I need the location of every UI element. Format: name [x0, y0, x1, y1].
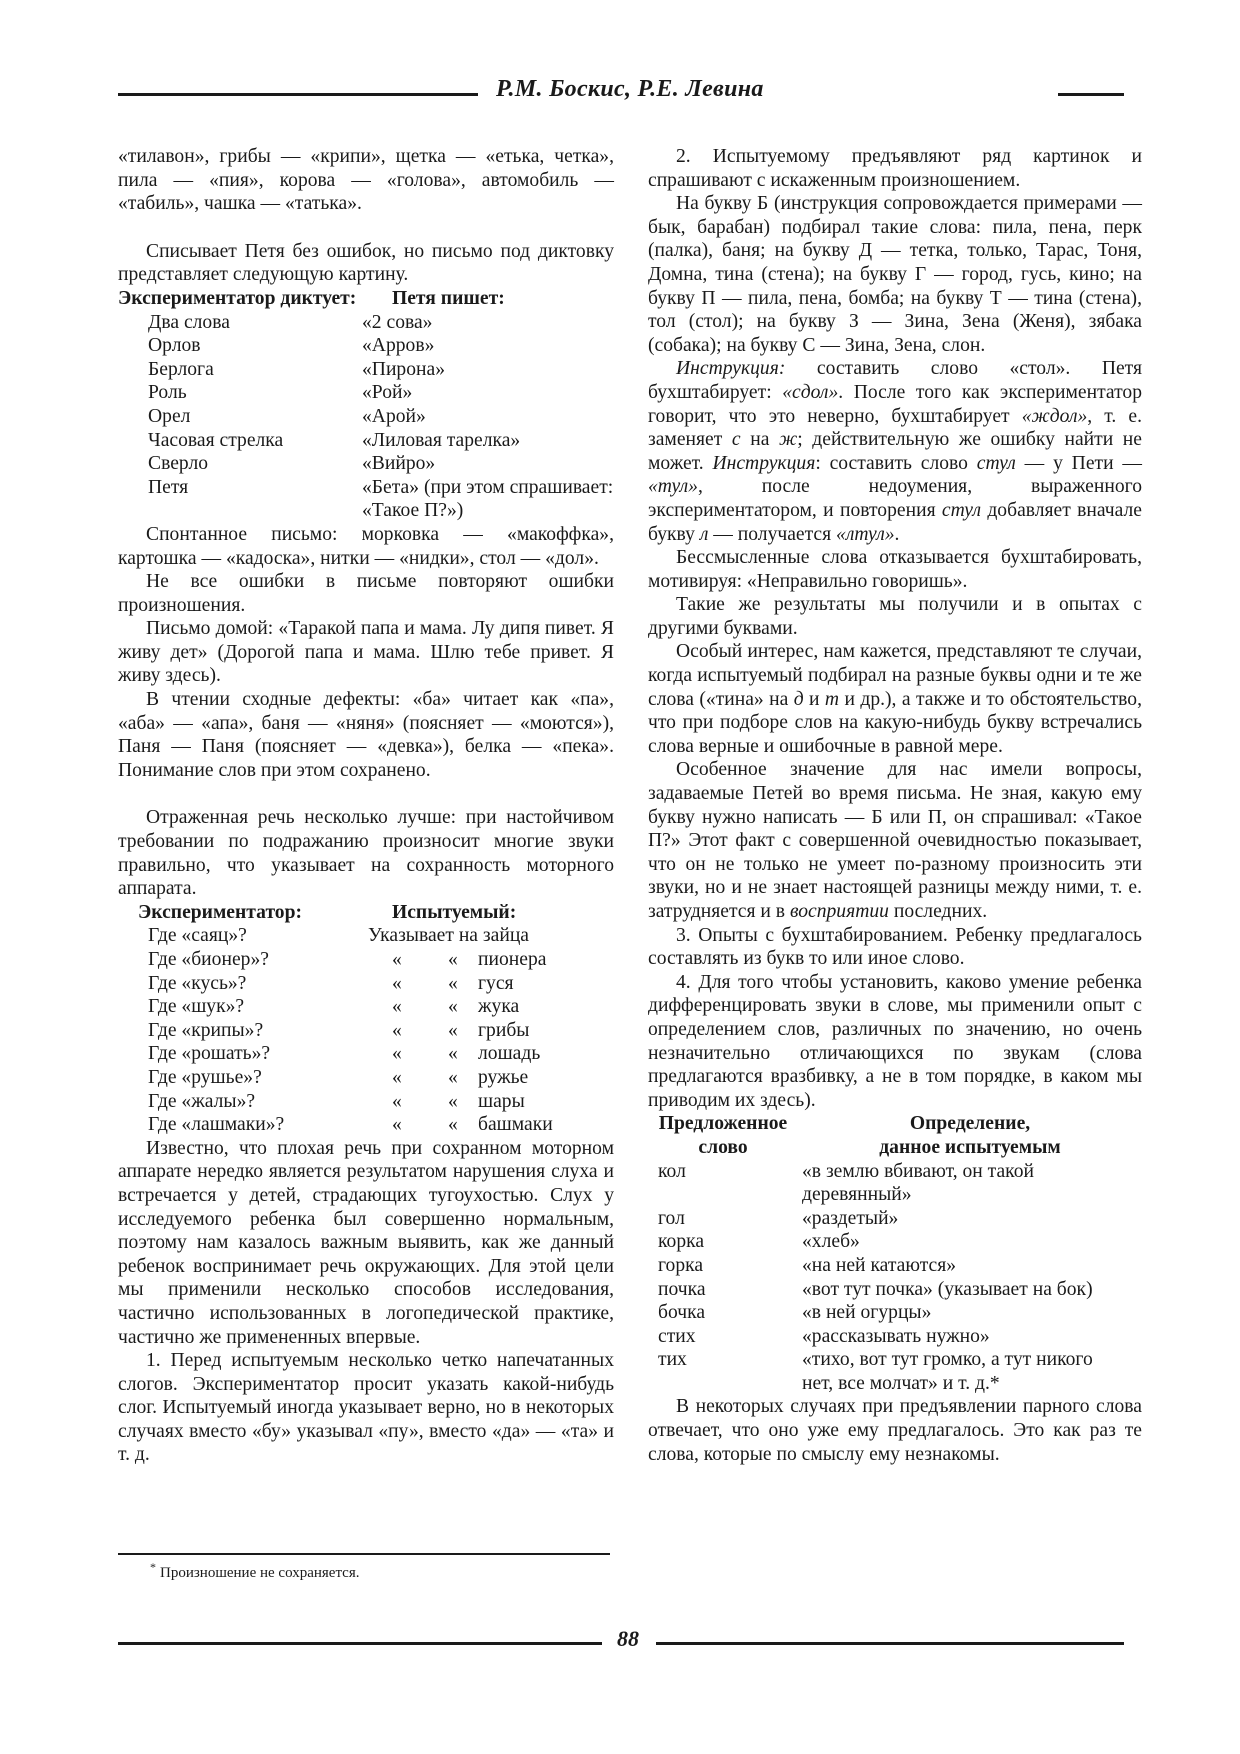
table-row: Где «кусь»? « « гуся	[148, 972, 514, 994]
table-row: горка «на ней катаются»	[658, 1254, 957, 1276]
table-row: Где «жалы»? « « шары	[148, 1090, 525, 1112]
page-number: 88	[617, 1626, 639, 1651]
ditto-mark: «	[392, 1043, 402, 1065]
paragraph: Такие же результаты мы получили и в опытах с другими буквами.	[648, 594, 1142, 639]
table-row: Роль «Рой»	[148, 382, 413, 404]
footnote-text: Произношение не сохраняется.	[160, 1565, 360, 1581]
dictation-table	[118, 311, 614, 523]
footnote-rule	[118, 1553, 610, 1555]
header-rule-left	[118, 93, 478, 96]
table-row: Орел «Арой»	[148, 405, 426, 427]
ditto-mark: «	[448, 1090, 458, 1112]
paragraph: Не все ошибки в письме повторяют ошибки произношения.	[118, 571, 614, 616]
paragraph: Списывает Петя без ошибок, но письмо под диктовку представляет следующую картину.	[118, 240, 614, 286]
ditto-mark: «	[392, 972, 402, 994]
paragraph: Отраженная речь несколько лучше: при настойчивом требовании по подражанию произносит многие звуки правильно, что указывает на сохранность моторного аппарата.	[118, 807, 614, 900]
paragraph: 3. Опыты с бухштабированием. Ребенку предлагалось составлять из букв то или иное слово.	[648, 924, 1142, 970]
echo-table	[118, 924, 614, 1136]
table-row: стих «рассказывать нужно»	[658, 1325, 990, 1347]
table-row: бочка «в ней огурцы»	[658, 1302, 932, 1324]
footnote-mark: *	[150, 1560, 156, 1574]
ditto-mark: «	[392, 1090, 402, 1112]
definition-table-header: Предложенное слово Определение, данное испытуемым	[658, 1113, 1061, 1158]
table-row: Где «саяц»? Указывает на зайца	[148, 925, 530, 947]
header-rule-right	[1058, 93, 1124, 96]
table-row: Где «крипы»? « « грибы	[148, 1019, 530, 1041]
footnote	[150, 1560, 360, 1582]
paragraph: Особый интерес, нам кажется, представляют те случаи, когда испытуемый подбирал на разные буквы одни и те же слова («тина» на д и т и др.), а также и то обстоятельство, что при подборе слов на какую-нибудь букву встречались слова верные и ошибочные в равной мере.	[648, 641, 1142, 757]
table-row: Где «бионер»? « « пионера	[148, 949, 547, 970]
paragraph: Спонтанное письмо: морковка — «макоффка», картошка — «кадоска», нитки — «нидки», стол — «дол».	[118, 523, 614, 569]
definition-table	[648, 1160, 1142, 1396]
footer-rule-left	[118, 1642, 602, 1645]
ditto-mark: «	[448, 1019, 458, 1041]
footer-rule-right	[656, 1642, 1124, 1645]
ditto-mark: «	[392, 1114, 402, 1136]
ditto-mark: «	[392, 1066, 402, 1088]
table-row: Где «лашмаки»? « « башмаки	[148, 1114, 553, 1136]
paragraph: В чтении сходные дефекты: «ба» читает как «па», «аба» — «апа», баня — «няня» (поясняет — «моются»), Паня — Паня (поясняет — «девка»), белка — «пека». Понимание слов при этом сохранено.	[118, 689, 614, 781]
table-row: Где «шук»? « « жука	[148, 996, 520, 1018]
left-column	[118, 145, 614, 1467]
right-column	[648, 145, 1142, 1466]
paragraph-instruction: Инструкция: составить слово «стол». Петя бухштабирует: «сдол». После того как экспериментатор говорит, что это неверно, бухштабирует «ждол», т. е. заменяет с на ж; действительную же ошибку найти не может. Инструкция: составить слово стул — у Пети — «тул», после недоумения, выраженного экспериментатором, и повторения стул добавляет вначале букву л — получается «лтул».	[648, 358, 1142, 545]
table-row: Часовая стрелка «Лиловая тарелка»	[148, 429, 521, 451]
paragraph: Известно, что плохая речь при сохранном моторном аппарате нередко является результатом нарушения слуха и встречается у детей, страдающих тугоухостью. Слух у исследуемого ребенка был совершенно нормальным, поэтому нам казалось важным выявить, как же данный ребенок воспринимает речь окружающих. Для этой цели мы применили несколько способов исследования, частично использованных в логопедической практике, частично же примененных впервые.	[118, 1137, 614, 1348]
running-header-authors: Р.М. Боскис, Р.Е. Левина	[496, 76, 764, 102]
ditto-mark: «	[392, 996, 402, 1018]
paragraph: На букву Б (инструкция сопровождается примерами — бык, барабан) подбирал такие слова: пила, пена, перк (палка), баня; на букву Д — тетка, только, Тарас, Тоня, Домна, тина (стена); на букву Г — город, гусь, кино; на букву П — пила, пена, бомба; на букву Т — тина (стена), тол (стол); на букву З — Зина, Зена (Женя), зябака (собака); на букву С — Зина, Зена, слон.	[648, 193, 1142, 356]
ditto-mark: «	[448, 1066, 458, 1088]
paragraph: 1. Перед испытуемым несколько четко напечатанных слогов. Экспериментатор просит указать какой-нибудь слог. Испытуемый иногда указывает верно, но в некоторых случаях вместо «бу» указывал «пу», вместо «да» — «та» и т. д.	[118, 1350, 614, 1466]
ditto-mark: «	[448, 1114, 458, 1136]
table-row: гол «раздетый»	[658, 1207, 899, 1229]
table-row: Где «рошать»? « « лошадь	[148, 1043, 541, 1065]
paragraph: Письмо домой: «Таракой папа и мама. Лу дипя пивет. Я живу дет» (Дорогой папа и мама. Шлю тебе привет. Я живу здесь).	[118, 618, 614, 687]
echo-table-header: Экспериментатор: Испытуемый:	[138, 901, 517, 923]
dictation-table-header: Экспериментатор диктует: Петя пишет:	[118, 287, 505, 309]
paragraph: В некоторых случаях при предъявлении парного слова отвечает, что оно уже ему предлагалось. Это как раз те слова, которые по смыслу ему незнакомы.	[648, 1396, 1142, 1465]
table-row: корка «хлеб»	[658, 1231, 860, 1253]
ditto-mark: «	[448, 1043, 458, 1065]
paragraph: 2. Испытуемому предъявляют ряд картинок и спрашивают с искаженным произношением.	[648, 146, 1142, 191]
table-row: Берлога «Пирона»	[148, 358, 446, 380]
table-row: Орлов «Арров»	[148, 335, 435, 357]
table-row: Петя «Бета» (при этом спрашивает: «Такое П?»)	[148, 476, 614, 522]
ditto-mark: «	[448, 949, 458, 970]
table-row: тих «тихо, вот тут громко, а тут никого нет, все молчат» и т. д.*	[658, 1349, 1093, 1394]
table-row: Два слова «2 сова»	[148, 311, 433, 333]
ditto-mark: «	[392, 949, 402, 970]
table-row: Где «рушье»? « « ружье	[148, 1066, 529, 1088]
table-row: Сверло «Вийро»	[148, 453, 436, 475]
paragraph: Особенное значение для нас имели вопросы, задаваемые Петей во время письма. Не зная, какую ему букву нужно написать — Б или П, он спрашивал: «Такое П?» Этот факт с совершенной очевидностью показывает, что он не только не умеет по-разному произносить эти звуки, но и не знает настоящей разницы между ними, т. е. затрудняется и в восприятии последних.	[648, 759, 1142, 922]
paragraph: 4. Для того чтобы установить, каково умение ребенка дифференцировать звуки в слове, мы применили опыт с определением слов, различных по значению, но очень незначительно отличающихся по звукам (слова предлагаются вразбивку, а не в том порядке, в каком мы приводим их здесь).	[648, 971, 1142, 1111]
table-row: кол «в землю вбивают, он такой деревянный»	[658, 1160, 1034, 1206]
ditto-mark: «	[448, 972, 458, 994]
ditto-mark: «	[448, 996, 458, 1018]
ditto-mark: «	[392, 1019, 402, 1041]
paragraph: Бессмысленные слова отказывается бухштабировать, мотивируя: «Неправильно говоришь».	[648, 547, 1142, 592]
table-row: почка «вот тут почка» (указывает на бок)	[658, 1278, 1093, 1300]
paragraph: «тилавон», грибы — «крипи», щетка — «етька, четка», пила — «пия», корова — «голова», автомобиль — «табиль», чашка — «татька».	[118, 146, 614, 215]
